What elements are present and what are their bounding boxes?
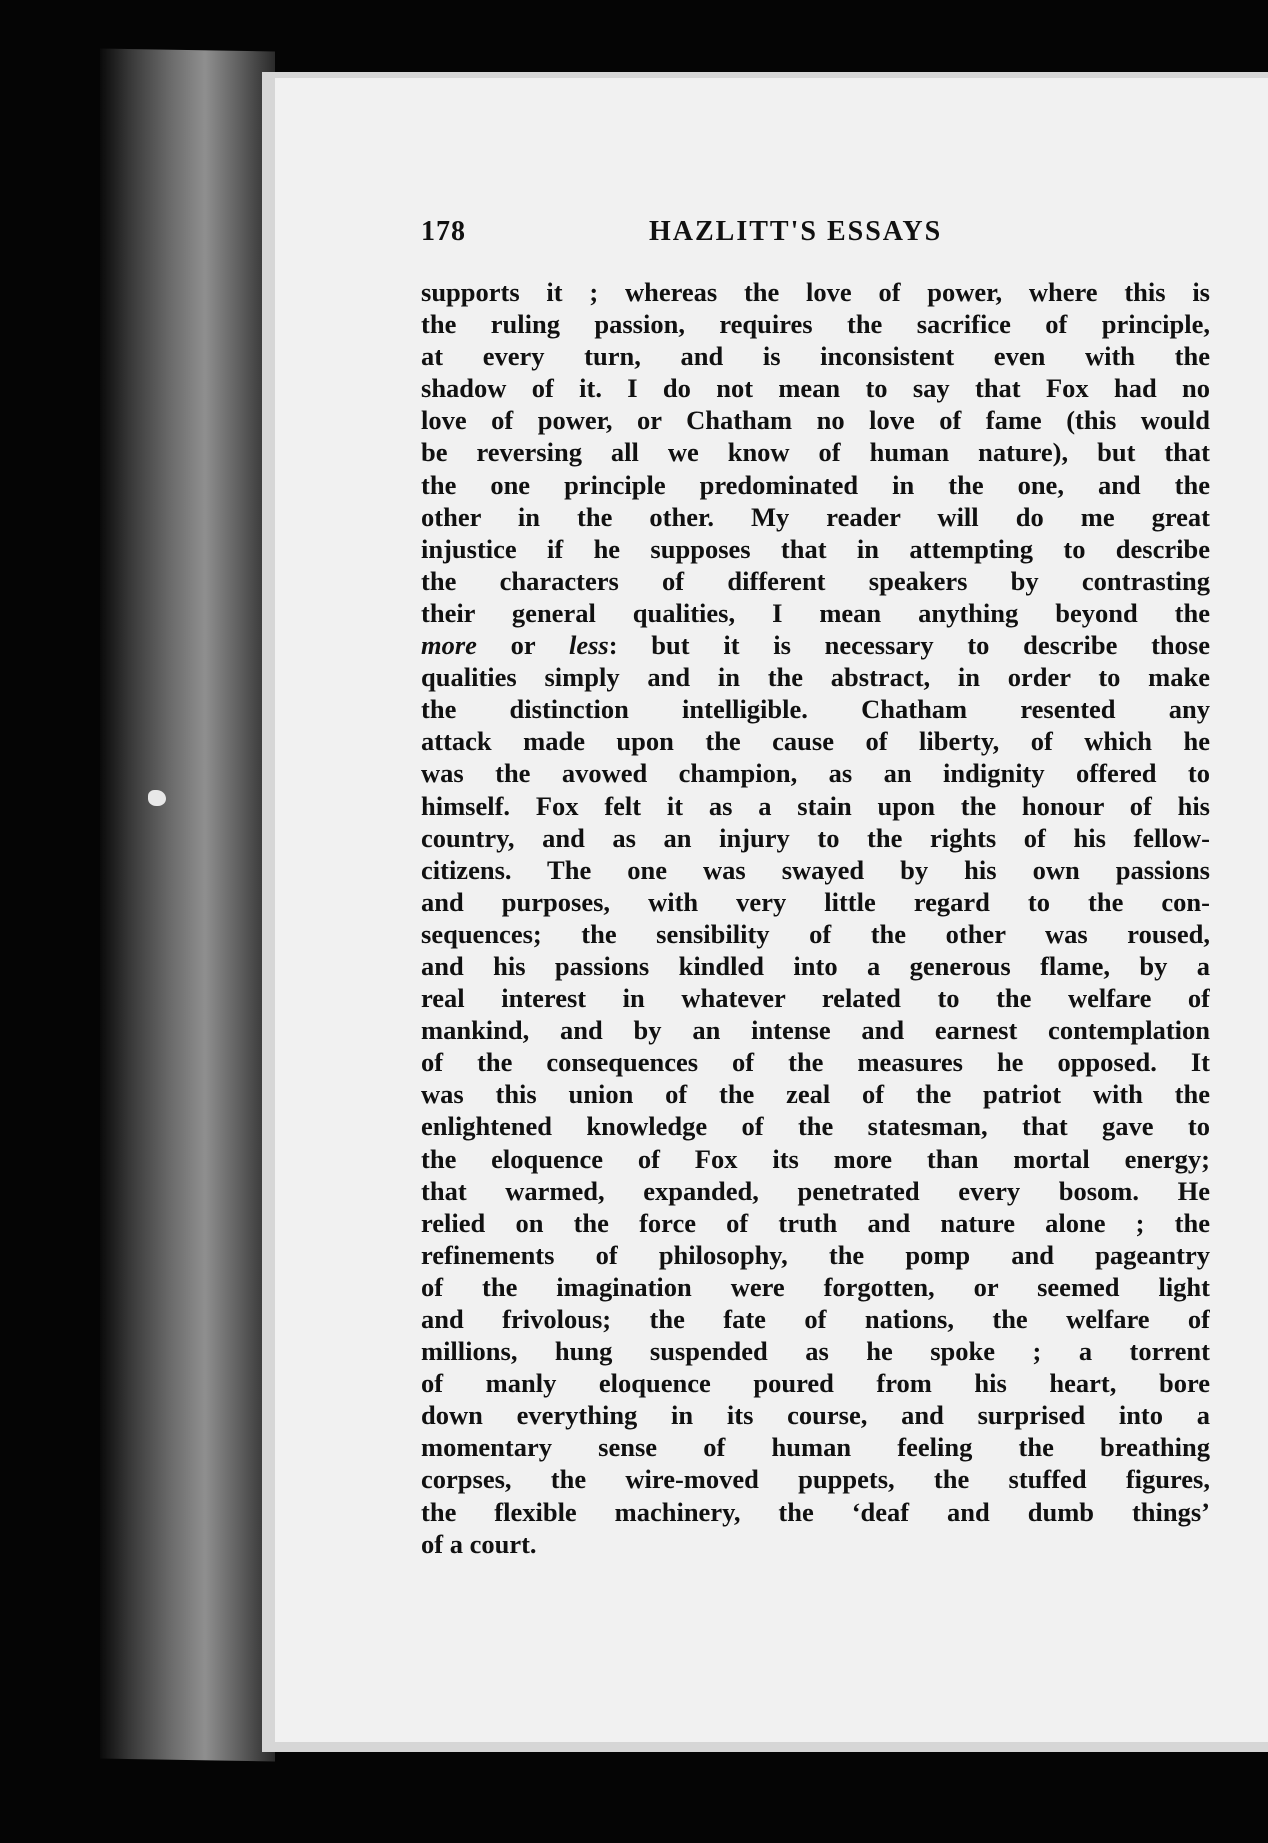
text-line: supports it ; whereas the love of power, where this is bbox=[421, 277, 1210, 307]
text-line: of a court. bbox=[421, 1528, 537, 1559]
text-line: be reversing all we know of human nature), but that bbox=[421, 437, 1210, 468]
text-line: mankind, and by an intense and earnest contemplation bbox=[421, 1015, 1210, 1046]
text-line: injustice if he supposes that in attempting to describe bbox=[421, 533, 1210, 564]
text-line bbox=[421, 629, 1210, 661]
text-line: and frivolous; the fate of nations, the welfare of bbox=[421, 1304, 1210, 1334]
text-line: and his passions kindled into a generous flame, by a bbox=[421, 950, 1210, 981]
text-line: the characters of different speakers by contrasting bbox=[421, 565, 1210, 596]
text-line: of the imagination were forgotten, or seemed light bbox=[421, 1271, 1210, 1302]
text-line: of manly eloquence poured from his heart, bore bbox=[421, 1368, 1210, 1399]
page-number: 178 bbox=[421, 216, 466, 247]
text-line: shadow of it. I do not mean to say that Fox had no bbox=[421, 373, 1210, 404]
essay-body bbox=[421, 276, 1210, 1560]
italic-word-less: less bbox=[568, 630, 609, 661]
text-line: that warmed, expanded, penetrated every bosom. He bbox=[421, 1175, 1210, 1206]
text-line: citizens. The one was swayed by his own passions bbox=[421, 854, 1210, 885]
text-line: qualities simply and in the abstract, in order to make bbox=[421, 662, 1210, 693]
text-line: other in the other. My reader will do me great bbox=[421, 501, 1210, 532]
text-line: the eloquence of Fox its more than mortal energy; bbox=[421, 1143, 1210, 1174]
text-line: down everything in its course, and surprised into a bbox=[421, 1400, 1210, 1431]
book-spine bbox=[100, 48, 275, 1761]
running-head bbox=[421, 216, 1210, 260]
text-line: momentary sense of human feeling the breathing bbox=[421, 1432, 1210, 1463]
text-line: himself. Fox felt it as a stain upon the honour of his bbox=[421, 790, 1210, 821]
text-line: love of power, or Chatham no love of fame (this would bbox=[421, 405, 1210, 436]
text-line: of the consequences of the measures he opposed. It bbox=[421, 1047, 1210, 1078]
text-line: the one principle predominated in the one, and the bbox=[421, 469, 1210, 500]
text-line: was the avowed champion, as an indignity offered to bbox=[421, 758, 1210, 789]
text-line: refinements of philosophy, the pomp and pageantry bbox=[421, 1239, 1210, 1270]
text-line: millions, hung suspended as he spoke ; a torrent bbox=[421, 1336, 1210, 1367]
text-line: real interest in whatever related to the welfare of bbox=[421, 983, 1210, 1014]
text-line: at every turn, and is inconsistent even with the bbox=[421, 341, 1210, 372]
text-line: and purposes, with very little regard to the con- bbox=[421, 886, 1210, 917]
paper-speck bbox=[148, 790, 166, 806]
text-block bbox=[421, 216, 1210, 1560]
text-line: corpses, the wire-moved puppets, the stuffed figures, bbox=[421, 1464, 1210, 1495]
text-line: sequences; the sensibility of the other was roused, bbox=[421, 918, 1210, 949]
text-line: the flexible machinery, the ‘deaf and dumb things’ bbox=[421, 1496, 1210, 1527]
line-fragment: or bbox=[476, 630, 569, 661]
text-line: relied on the force of truth and nature alone ; the bbox=[421, 1207, 1210, 1238]
line-fragment: : but it is necessary to describe those bbox=[608, 630, 1210, 661]
text-line: the distinction intelligible. Chatham resented any bbox=[421, 694, 1210, 725]
book-page bbox=[275, 78, 1268, 1742]
text-line: enlightened knowledge of the statesman, that gave to bbox=[421, 1111, 1210, 1142]
text-line: was this union of the zeal of the patriot with the bbox=[421, 1079, 1210, 1110]
italic-word-more: more bbox=[421, 630, 477, 661]
text-line: attack made upon the cause of liberty, of which he bbox=[421, 726, 1210, 757]
text-line: country, and as an injury to the rights of his fellow- bbox=[421, 822, 1210, 853]
text-line: the ruling passion, requires the sacrifice of principle, bbox=[421, 309, 1210, 340]
text-line: their general qualities, I mean anything beyond the bbox=[421, 597, 1210, 628]
running-title: HAZLITT'S ESSAYS bbox=[649, 216, 943, 247]
